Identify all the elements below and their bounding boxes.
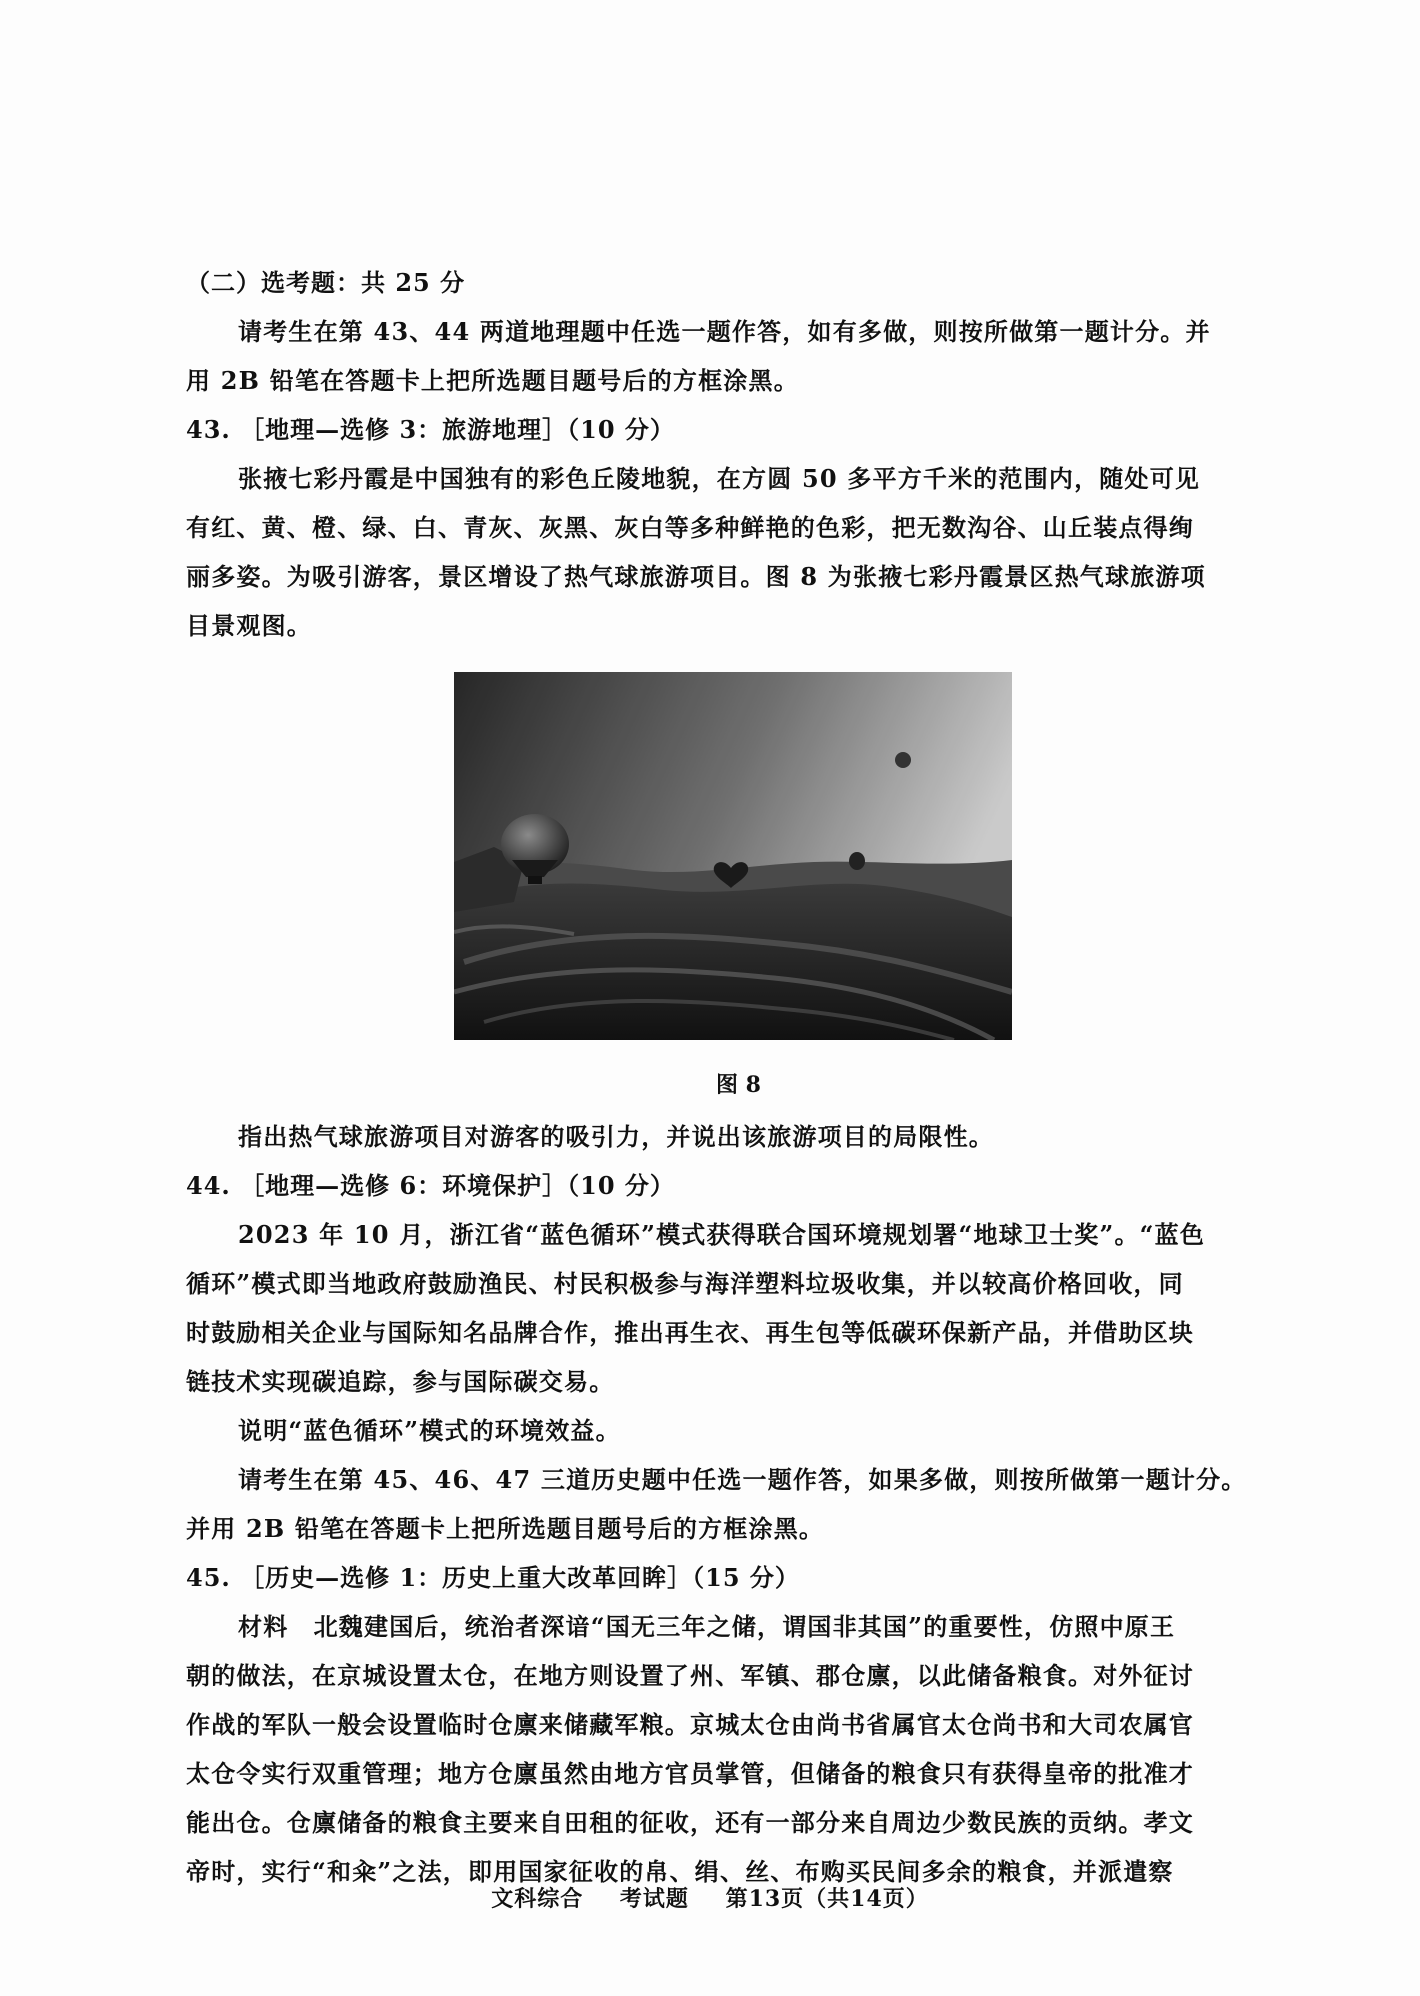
figure-8-photo — [454, 672, 1012, 1040]
q45-paragraph-line-5: 能出仓。仓廪储备的粮食主要来自田租的征收，还有一部分来自周边少数民族的贡纳。孝文 — [186, 1808, 1194, 1837]
hist-instruction-line-1: 请考生在第 45、46、47 三道历史题中任选一题作答，如果多做，则按所做第一题计分。 — [238, 1465, 1247, 1494]
q45-paragraph-line-2: 朝的做法，在京城设置太仓，在地方则设置了州、军镇、郡仓廪，以此储备粮食。对外征讨 — [186, 1661, 1194, 1690]
q44-paragraph-line-1: 2023 年 10 月，浙江省“蓝色循环”模式获得联合国环境规划署“地球卫士奖”。“蓝色 — [238, 1220, 1206, 1249]
figure-caption: 图 8 — [716, 1072, 761, 1098]
section-title: （二）选考题：共 25 分 — [186, 268, 466, 297]
geo-instruction-line-1: 请考生在第 43、44 两道地理题中任选一题作答，如有多做，则按所做第一题计分。并 — [238, 317, 1211, 346]
q45-paragraph-line-3: 作战的军队一般会设置临时仓廪来储藏军粮。京城太仓由尚书省属官太仓尚书和大司农属官 — [186, 1710, 1194, 1739]
q43-question: 指出热气球旅游项目对游客的吸引力，并说出该旅游项目的局限性。 — [238, 1122, 994, 1151]
page-content — [186, 258, 1291, 1896]
footer-subject: 文科综合 — [491, 1886, 584, 1912]
footer-page-number: 第13页（共14页） — [725, 1886, 929, 1912]
q45-paragraph-line-6: 帝时，实行“和籴”之法，即用国家征收的帛、绢、丝、布购买民间多余的粮食，并派遣察 — [186, 1857, 1174, 1886]
hot-air-balloon-landscape-image — [454, 672, 1012, 1040]
q44-paragraph-line-3: 时鼓励相关企业与国际知名品牌合作，推出再生衣、再生包等低碳环保新产品，并借助区块 — [186, 1318, 1194, 1347]
hist-instruction-line-2: 并用 2B 铅笔在答题卡上把所选题目题号后的方框涂黑。 — [186, 1514, 825, 1543]
q44-paragraph-line-2: 循环”模式即当地政府鼓励渔民、村民积极参与海洋塑料垃圾收集，并以较高价格回收，同 — [186, 1269, 1184, 1298]
q43-heading: 43. ［地理—选修 3：旅游地理］（10 分） — [186, 415, 675, 444]
q43-paragraph-line-1: 张掖七彩丹霞是中国独有的彩色丘陵地貌，在方圆 50 多平方千米的范围内，随处可见 — [238, 464, 1201, 493]
page-footer — [0, 1882, 1420, 1913]
footer-type: 考试题 — [619, 1886, 689, 1912]
geo-instruction-line-2: 用 2B 铅笔在答题卡上把所选题目题号后的方框涂黑。 — [186, 366, 799, 395]
q43-paragraph-line-2: 有红、黄、橙、绿、白、青灰、灰黑、灰白等多种鲜艳的色彩，把无数沟谷、山丘装点得绚 — [186, 513, 1194, 542]
q45-paragraph-line-4: 太仓令实行双重管理；地方仓廪虽然由地方官员掌管，但储备的粮食只有获得皇帝的批准才 — [186, 1759, 1194, 1788]
q45-paragraph-line-1: 材料 北魏建国后，统治者深谙“国无三年之储，谓国非其国”的重要性，仿照中原王 — [238, 1612, 1176, 1641]
q43-paragraph-line-3: 丽多姿。为吸引游客，景区增设了热气球旅游项目。图 8 为张掖七彩丹霞景区热气球旅游项 — [186, 562, 1206, 591]
q43-paragraph-line-4: 目景观图。 — [186, 611, 312, 640]
q45-heading: 45. ［历史—选修 1：历史上重大改革回眸］（15 分） — [186, 1563, 800, 1592]
q44-paragraph-line-4: 链技术实现碳追踪，参与国际碳交易。 — [186, 1367, 615, 1396]
q44-question: 说明“蓝色循环”模式的环境效益。 — [238, 1416, 621, 1445]
q44-heading: 44. ［地理—选修 6：环境保护］（10 分） — [186, 1171, 675, 1200]
